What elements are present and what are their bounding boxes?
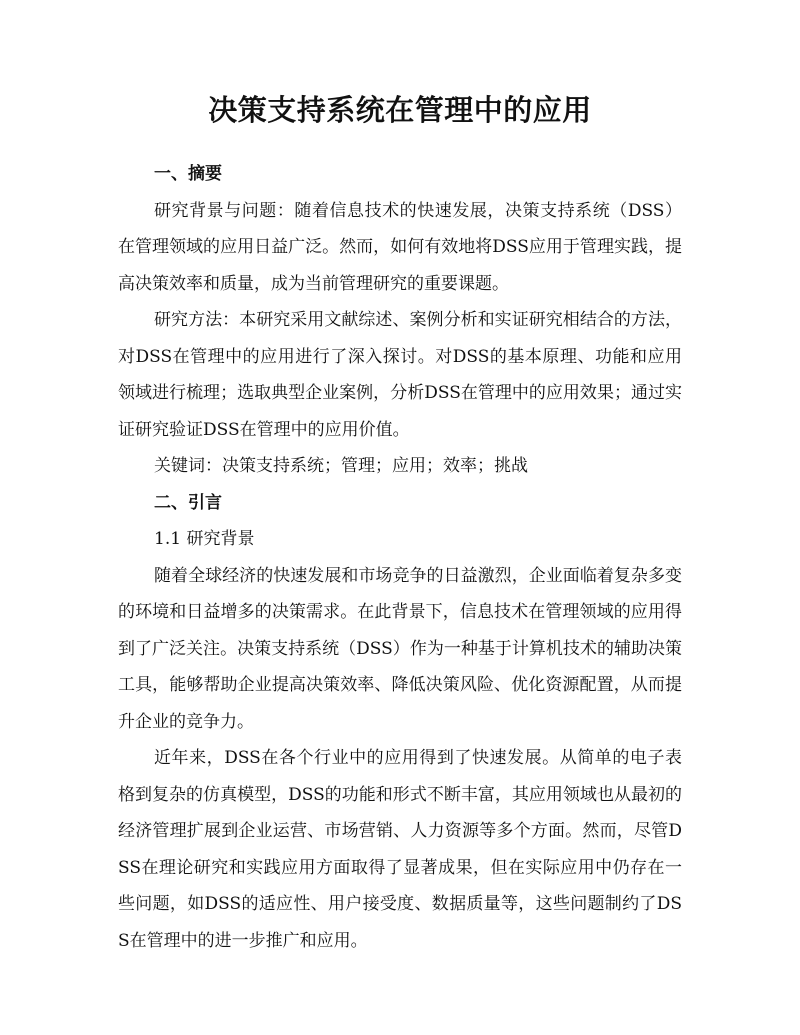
introduction-heading: 二、引言 — [154, 492, 222, 513]
page-title: 决策支持系统在管理中的应用 — [208, 93, 592, 127]
research-background-subheading: 1.1 研究背景 — [154, 529, 255, 549]
abstract-heading: 一、摘要 — [154, 164, 222, 184]
abstract-paragraph-method: 研究方法：本研究采用文献综述、案例分析和实证研究相结合的方法，对DSS在管理中的应用进行了深入探讨。对DSS的基本原理、功能和应用领域进行梳理；选取典型企业案例，分析DSS在管理中的应用效果；通过实证研究验证DSS在管理中的应用价值。 — [118, 310, 682, 440]
abstract-paragraph-background: 研究背景与问题：随着信息技术的快速发展，决策支持系统（DSS）在管理领域的应用日益广泛。然而，如何有效地将DSS应用于管理实践，提高决策效率和质量，成为当前管理研究的重要课题。 — [118, 200, 682, 294]
introduction-paragraph-1: 随着全球经济的快速发展和市场竞争的日益激烈，企业面临着复杂多变的环境和日益增多的决策需求。在此背景下，信息技术在管理领域的应用得到了广泛关注。决策支持系统（DSS）作为一种基于计算机技术的辅助决策工具，能够帮助企业提高决策效率、降低决策风险、优化资源配置，从而提升企业的竞争力。 — [118, 565, 682, 732]
keywords-line: 关键词：决策支持系统；管理；应用；效率；挑战 — [154, 456, 528, 476]
introduction-paragraph-2: 近年来，DSS在各个行业中的应用得到了快速发展。从简单的电子表格到复杂的仿真模型，DSS的功能和形式不断丰富，其应用领域也从最初的经济管理扩展到企业运营、市场营销、人力资源等多个方面。然而，尽管DSS在理论研究和实践应用方面取得了显著成果，但在实际应用中仍存在一些问题，如DSS的适应性、用户接受度、数据质量等，这些问题制约了DSS在管理中的进一步推广和应用。 — [118, 748, 682, 951]
